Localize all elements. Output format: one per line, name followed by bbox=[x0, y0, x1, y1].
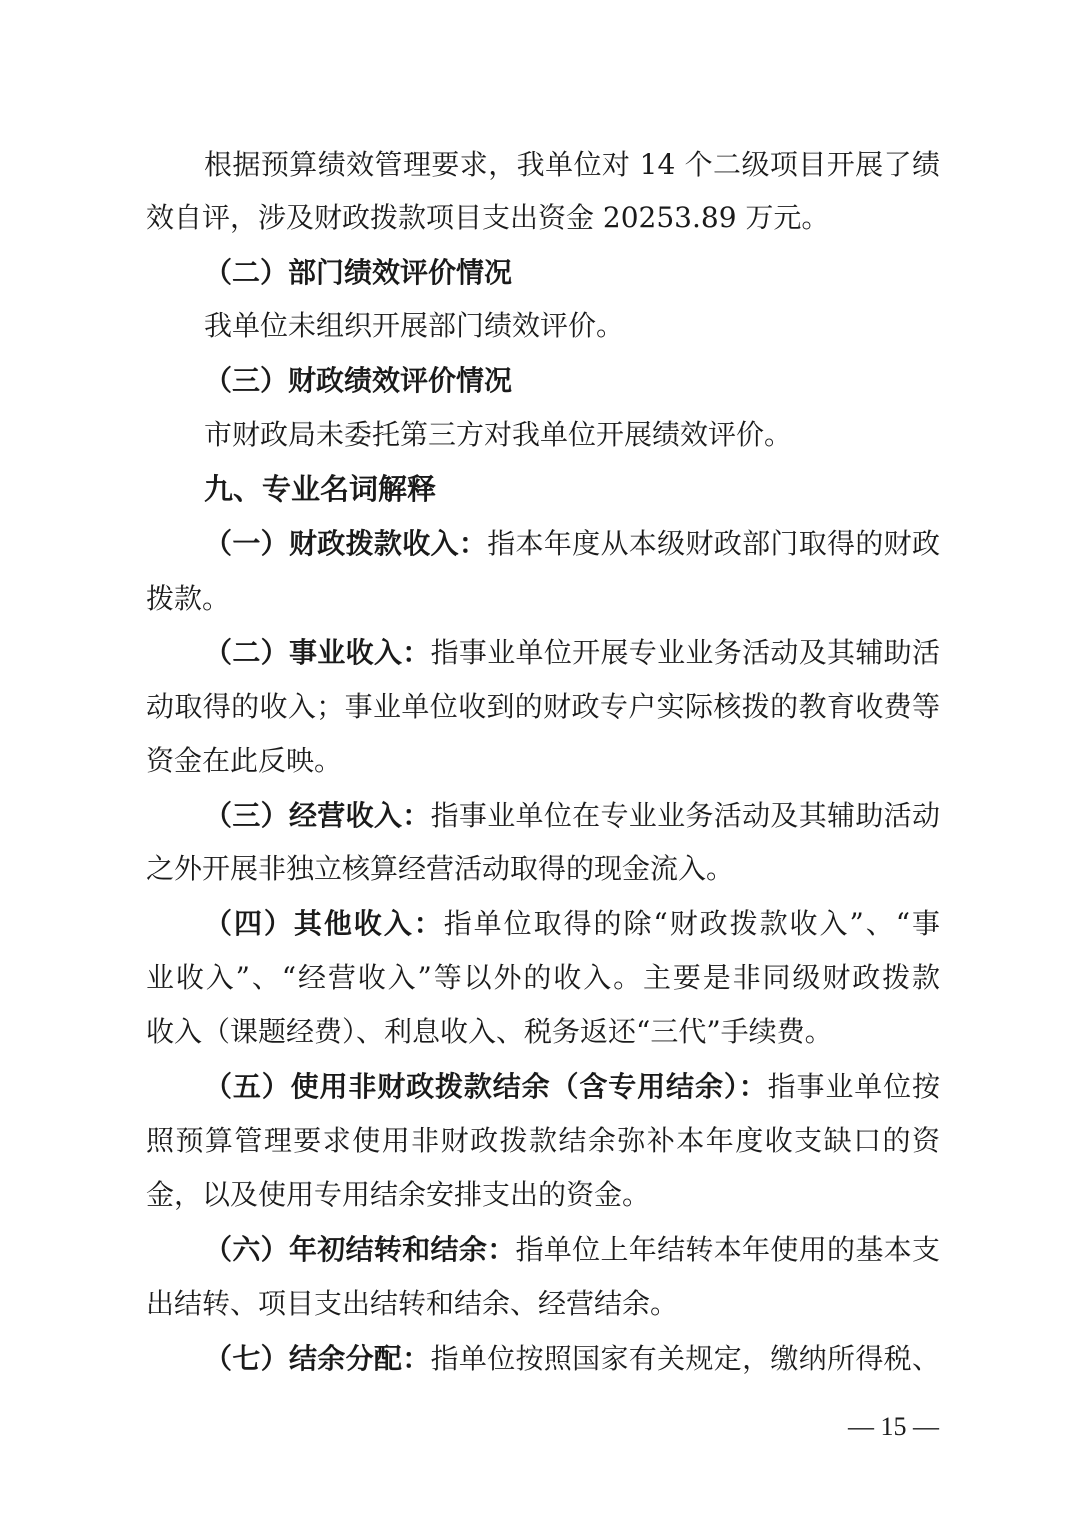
term-title: （一）财政拨款收入： bbox=[204, 527, 488, 560]
paragraph-line: 拨款。 bbox=[146, 582, 231, 615]
term-title: （三）经营收入： bbox=[204, 799, 431, 832]
term-definition: （四）其他收入：指单位取得的除“财政拨款收入”、“事 bbox=[204, 907, 940, 940]
section-heading: （二）部门绩效评价情况 bbox=[204, 256, 513, 289]
term-definition: （三）经营收入：指事业单位在专业业务活动及其辅助活动 bbox=[204, 799, 940, 832]
term-title: （六）年初结转和结余： bbox=[204, 1233, 516, 1266]
paragraph-line: 出结转、项目支出结转和结余、经营结余。 bbox=[146, 1287, 679, 1320]
paragraph-line: 根据预算绩效管理要求，我单位对 14 个二级项目开展了绩 bbox=[204, 148, 940, 181]
paragraph-line: 效自评，涉及财政拨款项目支出资金 20253.89 万元。 bbox=[146, 201, 830, 234]
paragraph-line: 我单位未组织开展部门绩效评价。 bbox=[204, 309, 625, 342]
paragraph-line: 照预算管理要求使用非财政拨款结余弥补本年度收支缺口的资 bbox=[146, 1124, 940, 1157]
term-title: （五）使用非财政拨款结余（含专用结余）： bbox=[204, 1070, 768, 1103]
term-title: （七）结余分配： bbox=[204, 1342, 431, 1375]
chapter-heading: 九、专业名词解释 bbox=[204, 472, 437, 506]
term-title: （四）其他收入： bbox=[204, 907, 444, 940]
paragraph-line: 市财政局未委托第三方对我单位开展绩效评价。 bbox=[204, 418, 793, 451]
term-definition: （五）使用非财政拨款结余（含专用结余）：指事业单位按 bbox=[204, 1070, 940, 1103]
term-definition: （六）年初结转和结余：指单位上年结转本年使用的基本支 bbox=[204, 1233, 940, 1266]
term-definition: （二）事业收入：指事业单位开展专业业务活动及其辅助活 bbox=[204, 636, 940, 669]
paragraph-line: 金，以及使用专用结余安排支出的资金。 bbox=[146, 1178, 651, 1211]
paragraph-line: 业收入”、“经营收入”等以外的收入。主要是非同级财政拨款 bbox=[146, 961, 940, 994]
term-definition: （七）结余分配：指单位按照国家有关规定，缴纳所得税、 bbox=[204, 1342, 940, 1375]
section-heading: （三）财政绩效评价情况 bbox=[204, 364, 513, 397]
paragraph-line: 资金在此反映。 bbox=[146, 744, 343, 777]
paragraph-line: 动取得的收入；事业单位收到的财政专户实际核拨的教育收费等 bbox=[146, 690, 940, 723]
page-number: — 15 — bbox=[848, 1412, 939, 1441]
term-definition: （一）财政拨款收入：指本年度从本级财政部门取得的财政 bbox=[204, 527, 940, 560]
term-title: （二）事业收入： bbox=[204, 636, 431, 669]
paragraph-line: 收入（课题经费）、利息收入、税务返还“三代”手续费。 bbox=[146, 1015, 833, 1048]
paragraph-line: 之外开展非独立核算经营活动取得的现金流入。 bbox=[146, 852, 735, 885]
